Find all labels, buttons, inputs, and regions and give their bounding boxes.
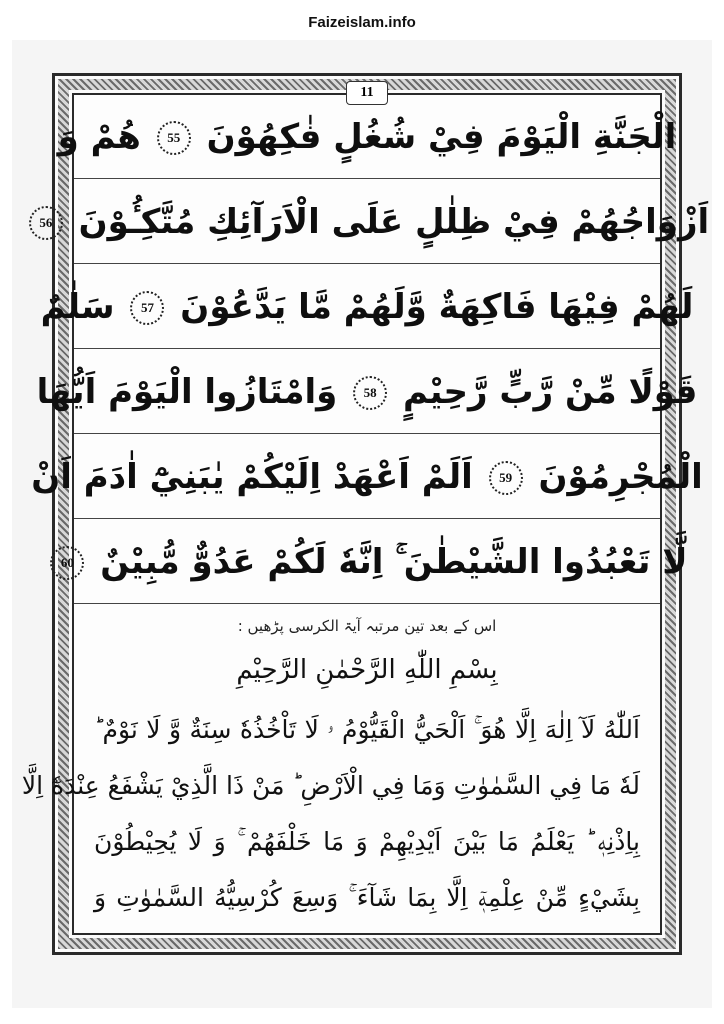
verse-tail: سَلٰمٌ <box>40 286 115 327</box>
verse-row <box>40 265 694 349</box>
verse-tail: هُمْ وَ <box>57 116 141 157</box>
ayat-ul-kursi-line: لَهٗ مَا فِي السَّمٰوٰتِ وَمَا فِي الْاَرْضِ ؕ مَنْ ذَا الَّذِيْ يَشْفَعُ عِنْدَهٗٓ اِلَّا <box>21 771 640 800</box>
verse-text <box>25 202 709 242</box>
verse-main: اَزْوَاجُهُمْ فِيْ ظِلٰلٍ عَلَى الْاَرَآئِكِ مُتَّكِـُٔوْنَ <box>78 201 710 242</box>
bismillah: بِسْمِ اللّٰهِ الرَّحْمٰنِ الرَّحِيْمِ <box>236 655 498 685</box>
verse-row <box>60 520 688 604</box>
ayat-ul-kursi-line: بِاِذْنِهٖ ؕ يَعْلَمُ مَا بَيْنَ اَيْدِيْهِمْ وَ مَا خَلْفَهُمْ ۚ وَ لَا يُحِيْطُوْنَ <box>94 827 640 856</box>
ayat-ul-kursi-line: بِشَيْءٍ مِّنْ عِلْمِهٖٓ اِلَّا بِمَا شَآءَ ۚ وَسِعَ كُرْسِيُّهُ السَّمٰوٰتِ وَ <box>94 883 640 912</box>
ornamental-frame <box>21 73 710 955</box>
verse-row <box>36 350 698 434</box>
verse-row <box>57 95 677 179</box>
content-area <box>21 85 710 935</box>
page-number: 11 <box>346 81 388 105</box>
site-header: Faizeislam.info <box>308 14 416 31</box>
verse-row <box>31 435 703 519</box>
ayah-number-marker: 55 <box>157 121 191 155</box>
ayah-number-marker: 58 <box>353 376 387 410</box>
verse-main: الْجَنَّةِ الْيَوْمَ فِيْ شُغُلٍ فٰكِهُوْنَ <box>206 116 677 157</box>
verse-row <box>39 180 710 264</box>
verse-text <box>41 287 694 327</box>
ayah-number-marker: 59 <box>489 461 523 495</box>
instruction-text: اس کے بعد تین مرتبہ آیۃ الکرسی پڑھیں : <box>237 617 497 635</box>
ayat-ul-kursi-line: اَللّٰهُ لَآ اِلٰهَ اِلَّا هُوَ ۚ اَلْحَيُّ الْقَيُّوْمُ ۥ لَا تَاْخُذُهٗ سِنَةٌ وَّ لَا نَوْمٌ ؕ <box>94 715 640 744</box>
verse-tail: اَلَمْ اَعْهَدْ اِلَيْكُمْ يٰبَنِيْٓ اٰدَمَ اَنْ <box>31 456 473 497</box>
verse-text <box>58 117 677 157</box>
ayah-number-marker: 56 <box>29 206 63 240</box>
verse-main: لَهُمْ فِيْهَا فَاكِهَةٌ وَّلَهُمْ مَّا يَدَّعُوْنَ <box>180 286 694 327</box>
verse-main: الْمُجْرِمُوْنَ <box>538 456 703 497</box>
verse-text <box>46 542 687 582</box>
ayah-number-marker: 60 <box>50 546 84 580</box>
verse-main: قَوْلًا مِّنْ رَّبٍّ رَّحِيْمٍ <box>402 371 698 412</box>
verse-text <box>31 457 703 497</box>
verse-tail: وَامْتَازُوا الْيَوْمَ اَيُّهَا <box>36 371 338 412</box>
verse-main: لَّا تَعْبُدُوا الشَّيْطٰنَ ۚ اِنَّهٗ لَكُمْ عَدُوٌّ مُّبِيْنٌ <box>100 541 688 582</box>
ayah-number-marker: 57 <box>130 291 164 325</box>
verse-text <box>37 372 698 412</box>
